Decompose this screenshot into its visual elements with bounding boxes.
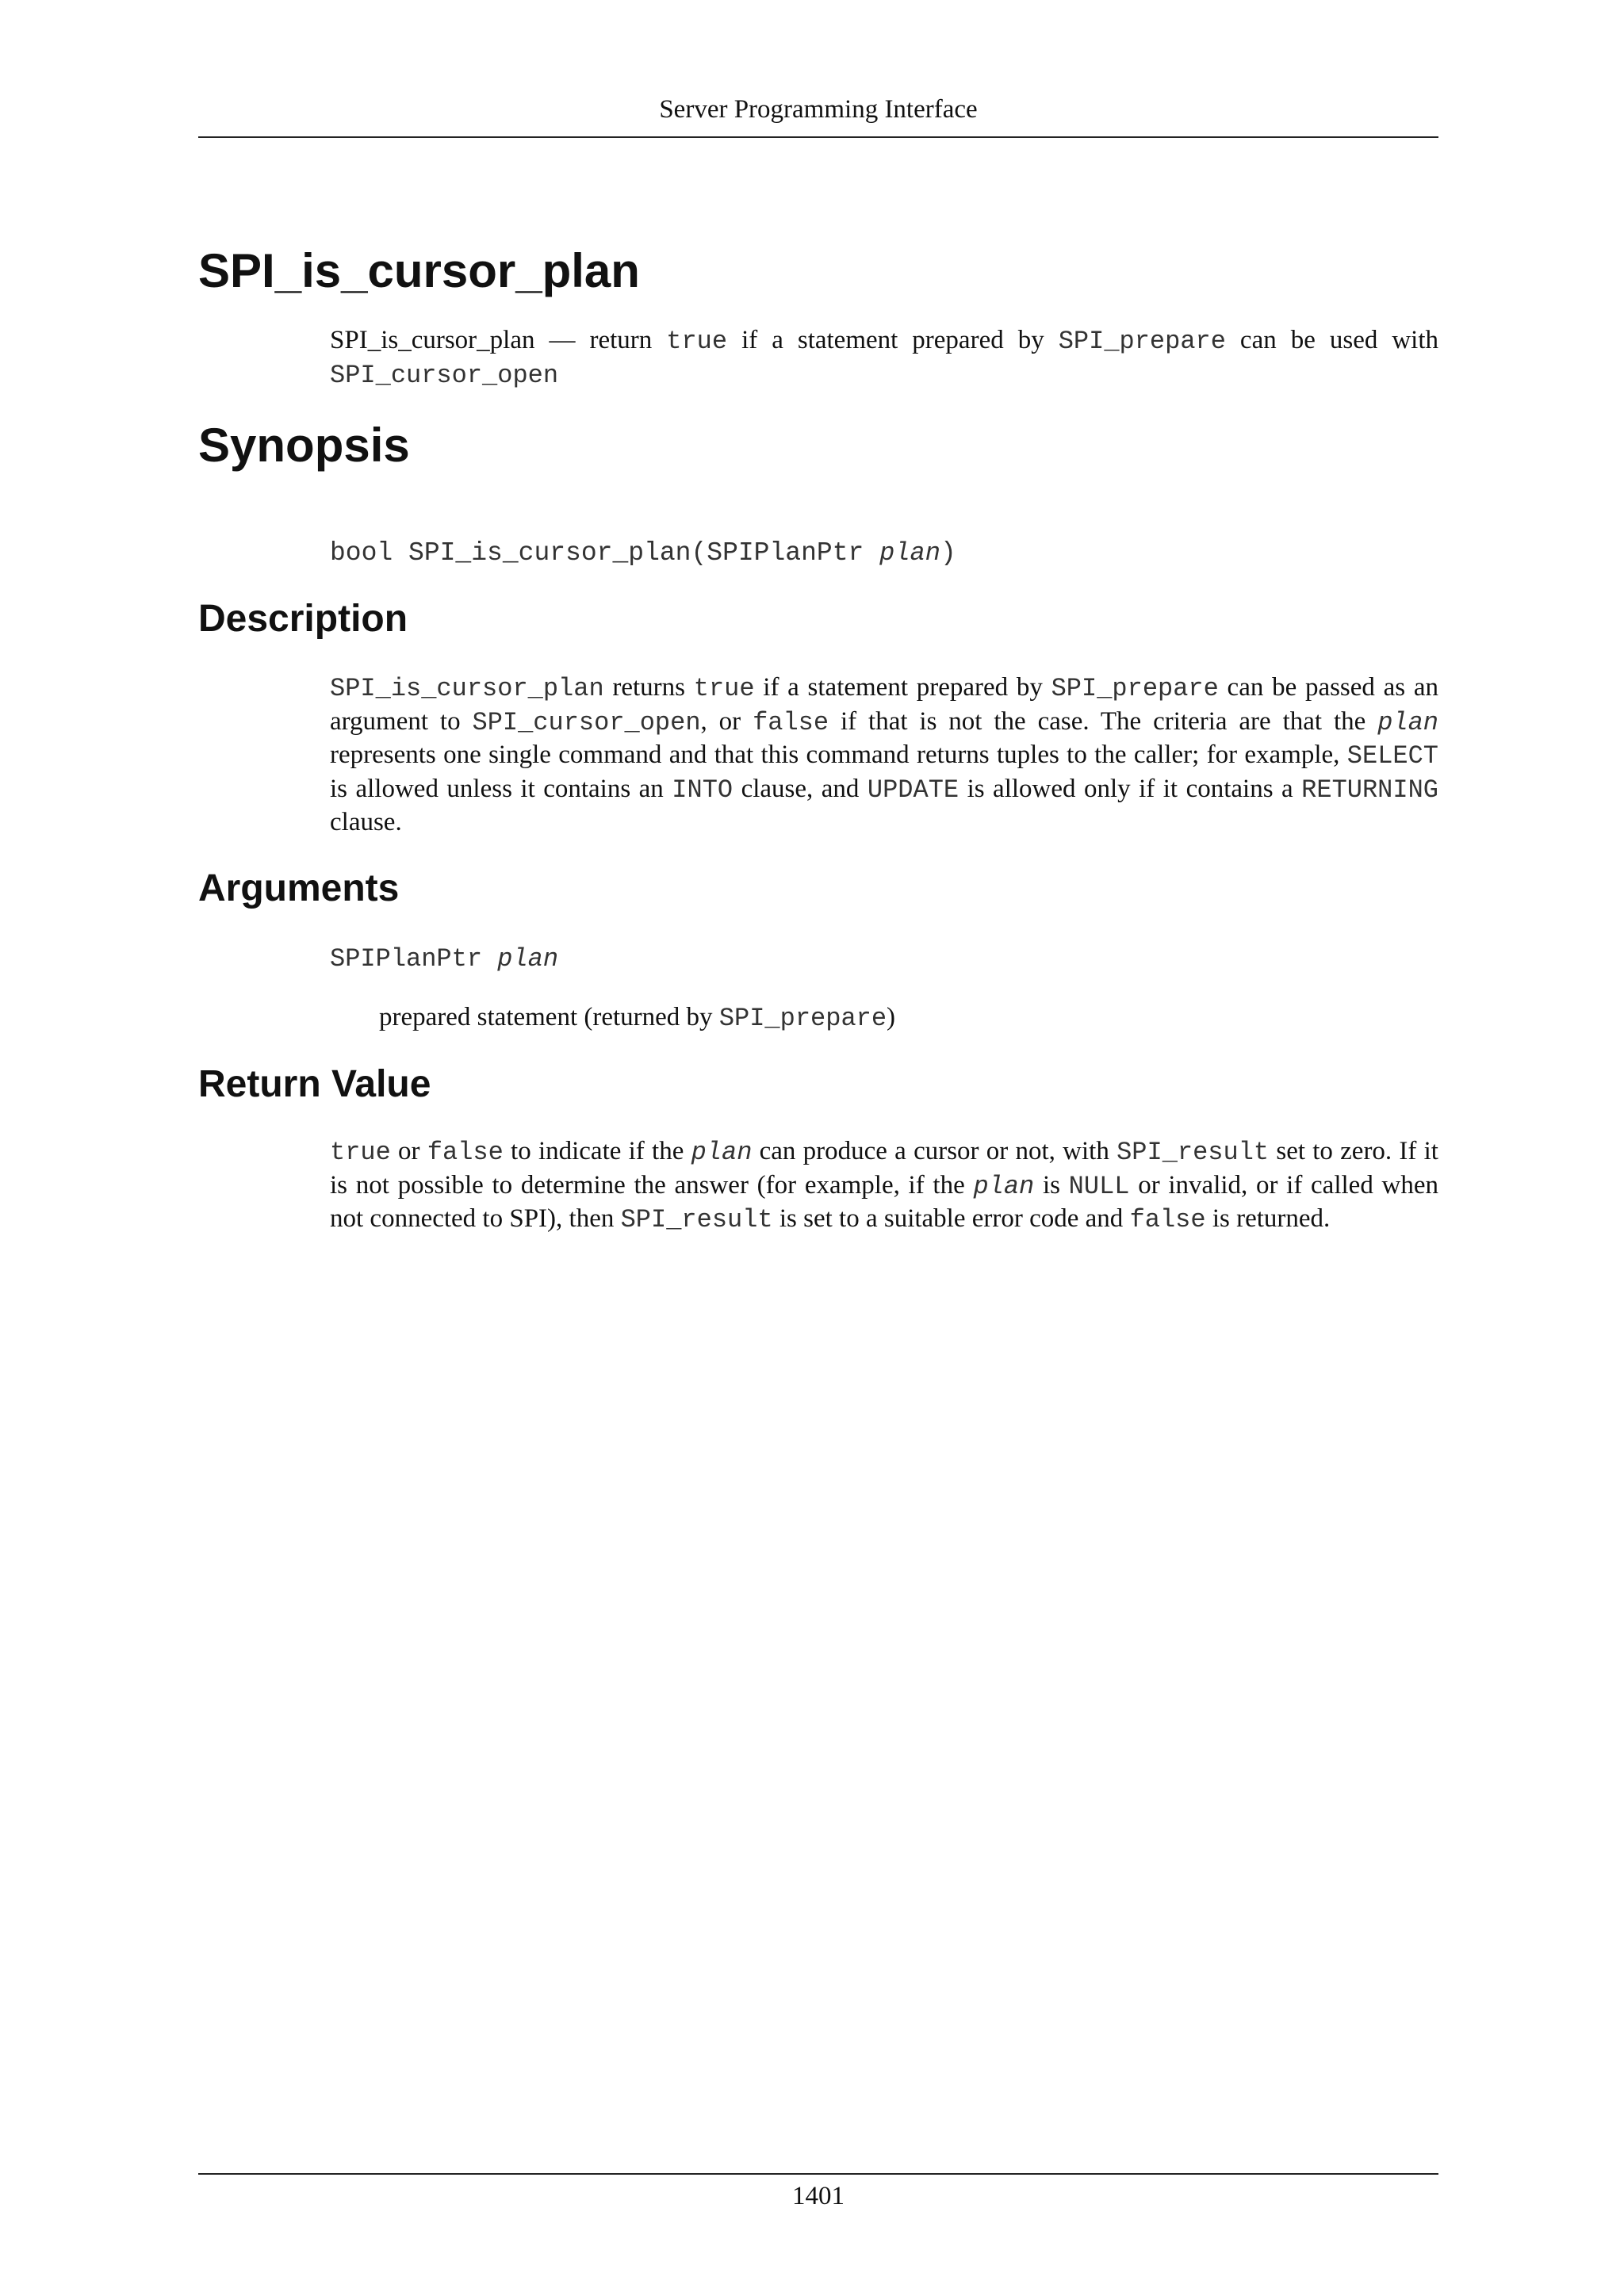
code-term: UPDATE bbox=[867, 775, 959, 805]
text-run: is allowed unless it contains an bbox=[330, 774, 672, 803]
text-run: represents one single command and that this command returns tuples to the caller; for example, bbox=[330, 740, 1347, 770]
synopsis-param: plan bbox=[879, 538, 940, 568]
code-term: SPI_is_cursor_plan bbox=[330, 674, 604, 703]
header-rule bbox=[198, 136, 1438, 138]
synopsis-prefix: bool SPI_is_cursor_plan(SPIPlanPtr bbox=[330, 538, 880, 568]
page-title: SPI_is_cursor_plan bbox=[198, 244, 640, 297]
return-value-paragraph bbox=[330, 1135, 1438, 1237]
text-run: set to zero. If it is not possible to determine the answer (for example, if the bbox=[330, 1137, 1438, 1200]
text-run: is bbox=[1034, 1170, 1069, 1200]
synopsis-suffix: ) bbox=[940, 538, 956, 568]
synopsis-code bbox=[330, 538, 956, 569]
argument-param: plan bbox=[497, 944, 559, 974]
param-term: plan bbox=[691, 1138, 753, 1167]
text-run: or bbox=[390, 1137, 427, 1165]
refpurpose-code-true: true bbox=[666, 327, 728, 356]
refpurpose-text: can be used with bbox=[1225, 326, 1438, 354]
text-run: clause, and bbox=[733, 774, 868, 803]
text-run: is returned. bbox=[1205, 1204, 1331, 1234]
text-run: if that is not the case. The criteria are that the bbox=[829, 706, 1378, 736]
code-term: true bbox=[330, 1138, 391, 1167]
text-run: returns bbox=[603, 673, 694, 702]
description-paragraph bbox=[330, 672, 1438, 840]
text-run: if a statement prepared by bbox=[754, 673, 1051, 702]
param-term: plan bbox=[973, 1171, 1035, 1201]
running-header: Server Programming Interface bbox=[659, 95, 978, 124]
code-term: NULL bbox=[1068, 1171, 1130, 1201]
refpurpose-code-spi-cursor-open: SPI_cursor_open bbox=[330, 360, 559, 390]
code-term: SPI_prepare bbox=[1051, 674, 1219, 703]
refpurpose-paragraph bbox=[330, 324, 1438, 392]
argument-term bbox=[330, 942, 558, 975]
code-term: SPI_result bbox=[1116, 1138, 1270, 1167]
code-term: true bbox=[693, 674, 755, 703]
code-term: SELECT bbox=[1346, 741, 1438, 771]
description-heading: Description bbox=[198, 598, 408, 640]
argument-definition bbox=[379, 1001, 895, 1035]
code-term: false bbox=[427, 1138, 504, 1167]
text-run: to indicate if the bbox=[503, 1137, 691, 1165]
return-value-heading: Return Value bbox=[198, 1063, 431, 1105]
code-term: false bbox=[753, 707, 829, 737]
text-run: or invalid, or if called when not connected to SPI), then bbox=[330, 1170, 1438, 1234]
refpurpose-code-spi-prepare: SPI_prepare bbox=[1058, 327, 1226, 356]
refpurpose-name: SPI_is_cursor_plan bbox=[330, 326, 535, 354]
synopsis-heading: Synopsis bbox=[198, 419, 410, 472]
footer-rule bbox=[198, 2173, 1438, 2175]
text-run: can be passed as an argument to bbox=[330, 673, 1439, 736]
page-number: 1401 bbox=[792, 2182, 845, 2210]
code-term: SPI_prepare bbox=[718, 1004, 887, 1033]
code-term: SPI_cursor_open bbox=[472, 707, 701, 737]
code-term: false bbox=[1129, 1205, 1206, 1235]
text-run: prepared statement (returned by bbox=[379, 1003, 719, 1031]
refpurpose-dash: — return bbox=[534, 326, 667, 354]
text-run: ) bbox=[887, 1003, 896, 1031]
code-term: RETURNING bbox=[1301, 775, 1438, 805]
text-run: is set to a suitable error code and bbox=[772, 1204, 1130, 1234]
param-term: plan bbox=[1377, 707, 1438, 737]
code-term: INTO bbox=[672, 775, 733, 805]
refpurpose-text: if a statement prepared by bbox=[727, 326, 1059, 354]
arguments-heading: Arguments bbox=[198, 867, 400, 909]
text-run: is allowed only if it contains a bbox=[959, 774, 1302, 803]
argument-type: SPIPlanPtr bbox=[330, 944, 498, 974]
text-run: , or bbox=[700, 706, 753, 736]
text-run: can produce a cursor or not, with bbox=[752, 1137, 1117, 1165]
text-run: clause. bbox=[330, 808, 402, 837]
code-term: SPI_result bbox=[620, 1205, 773, 1235]
